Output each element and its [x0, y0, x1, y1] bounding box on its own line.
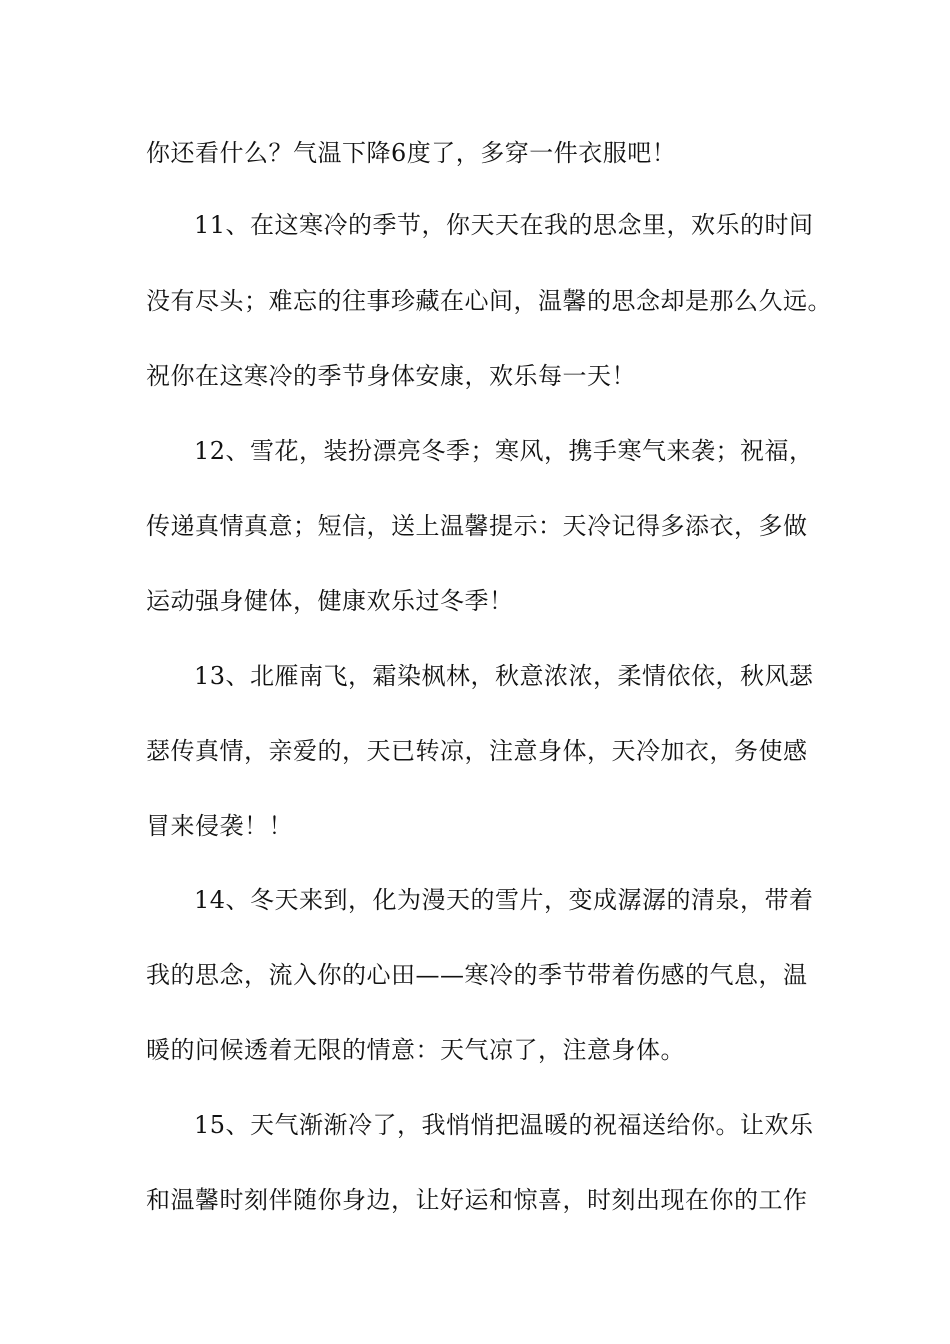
paragraph-11-line-2: 没有尽头；难忘的往事珍藏在心间，温馨的思念却是那么久远。: [146, 287, 832, 315]
paragraph-15-line-2: 和温馨时刻伴随你身边，让好运和惊喜，时刻出现在你的工作: [146, 1186, 808, 1214]
paragraph-13-line-2: 瑟传真情，亲爱的，天已转凉，注意身体，天冷加衣，务使感: [146, 737, 808, 765]
paragraph-14-line-3: 暖的问候透着无限的情意：天气凉了，注意身体。: [146, 1036, 685, 1064]
paragraph-13-line-3: 冒来侵袭！！: [146, 812, 293, 840]
paragraph-14-line-1: 14、冬天来到，化为漫天的雪片，变成潺潺的清泉，带着: [194, 886, 814, 914]
paragraph-13-line-1: 13、北雁南飞，霜染枫林，秋意浓浓，柔情依依，秋风瑟: [194, 662, 814, 690]
paragraph-12-line-1: 12、雪花，装扮漂亮冬季；寒风，携手寒气来袭；祝福，: [194, 437, 814, 465]
paragraph-11-line-1: 11、在这寒冷的季节，你天天在我的思念里，欢乐的时间: [194, 211, 814, 239]
paragraph-12-line-2: 传递真情真意；短信，送上温馨提示：天冷记得多添衣，多做: [146, 512, 808, 540]
paragraph-15-line-1: 15、天气渐渐冷了，我悄悄把温暖的祝福送给你。让欢乐: [194, 1111, 814, 1139]
text-line: 你还看什么？气温下降6度了，多穿一件衣服吧！: [146, 139, 677, 167]
paragraph-12-line-3: 运动强身健体，健康欢乐过冬季！: [146, 587, 514, 615]
paragraph-14-line-2: 我的思念，流入你的心田——寒冷的季节带着伤感的气息，温: [146, 961, 808, 989]
paragraph-11-line-3: 祝你在这寒冷的季节身体安康，欢乐每一天！: [146, 362, 636, 390]
